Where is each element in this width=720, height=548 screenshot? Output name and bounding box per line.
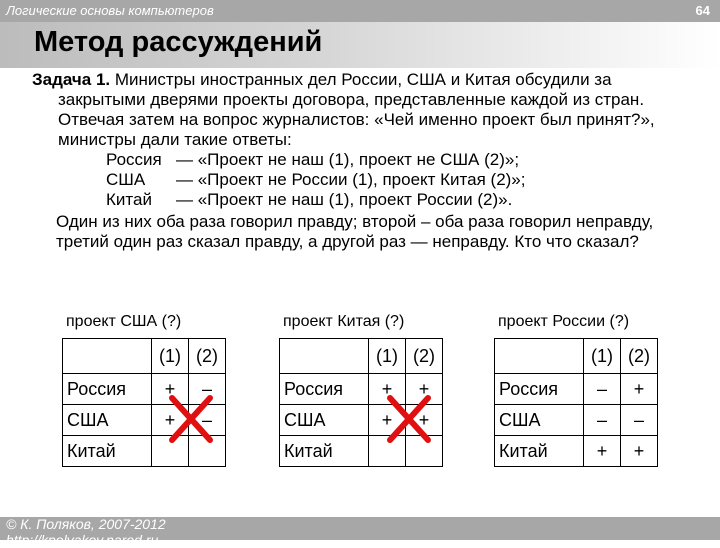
table-caption-russia: проект России (?) bbox=[498, 313, 630, 330]
answer-said: — «Проект не наш (1), проект не США (2)»; bbox=[176, 150, 520, 169]
row-name: США bbox=[495, 405, 584, 436]
table-header-row bbox=[63, 339, 226, 374]
cell-2: + bbox=[406, 374, 443, 405]
column-header-2: (2) bbox=[406, 339, 443, 374]
cell-1: + bbox=[152, 405, 189, 436]
answer-who: Китай bbox=[106, 190, 152, 209]
cell-2: – bbox=[621, 405, 658, 436]
answers-list bbox=[106, 150, 526, 210]
cell-1: + bbox=[369, 405, 406, 436]
cell-2: + bbox=[621, 436, 658, 467]
cell-2: + bbox=[406, 405, 443, 436]
row-name: Китай bbox=[63, 436, 152, 467]
answer-who: Россия bbox=[106, 150, 162, 169]
column-header-2: (2) bbox=[189, 339, 226, 374]
table-row bbox=[495, 405, 658, 436]
task-text bbox=[32, 70, 692, 252]
cell-1: + bbox=[152, 374, 189, 405]
task-outro: Один из них оба раза говорил правду; второй – оба раза говорил неправду, третий один раз сказал правду, а другой раз — неправду. Кто что сказал? bbox=[56, 212, 654, 251]
row-name: Россия bbox=[495, 374, 584, 405]
table-caption-china: проект Китая (?) bbox=[283, 313, 405, 330]
table-header-row bbox=[280, 339, 443, 374]
truth-table-russia bbox=[494, 338, 658, 467]
cell-2: + bbox=[621, 374, 658, 405]
row-name: США bbox=[280, 405, 369, 436]
cell-2: – bbox=[189, 405, 226, 436]
table-header-row bbox=[495, 339, 658, 374]
cell-1: – bbox=[584, 405, 621, 436]
column-header-2: (2) bbox=[621, 339, 658, 374]
column-header-1: (1) bbox=[584, 339, 621, 374]
footer-copyright: © К. Поляков, 2007-2012 bbox=[6, 516, 166, 532]
cell-1: + bbox=[369, 374, 406, 405]
header-empty bbox=[63, 339, 152, 374]
row-name: Россия bbox=[63, 374, 152, 405]
answer-row bbox=[106, 190, 526, 210]
footer-url: http://kpolyakov.narod.ru bbox=[6, 532, 159, 548]
task-intro bbox=[32, 70, 692, 150]
answer-said: — «Проект не России (1), проект Китая (2)»; bbox=[176, 170, 526, 189]
answer-said: — «Проект не наш (1), проект России (2)». bbox=[176, 190, 513, 209]
cell-1: – bbox=[584, 374, 621, 405]
answer-row bbox=[106, 150, 526, 170]
footer-credits bbox=[6, 516, 166, 548]
table-row bbox=[495, 436, 658, 467]
answer-row bbox=[106, 170, 526, 190]
cell-2: – bbox=[189, 374, 226, 405]
answer-who: США bbox=[106, 170, 146, 189]
task-intro-text: Министры иностранных дел России, США и Китая обсудили за закрытыми дверями проекты договора, представленные каждой из стран. Отвечая затем на вопрос журналистов: «Чей именно проект был принят?», министры дали такие ответы: bbox=[58, 70, 655, 149]
row-name: Китай bbox=[280, 436, 369, 467]
column-header-1: (1) bbox=[152, 339, 189, 374]
header-empty bbox=[495, 339, 584, 374]
row-name: Китай bbox=[495, 436, 584, 467]
cross-mark-icon bbox=[166, 392, 216, 446]
cross-mark-icon bbox=[384, 392, 434, 446]
task-label: Задача 1. bbox=[32, 70, 111, 89]
header-empty bbox=[280, 339, 369, 374]
row-name: Россия bbox=[280, 374, 369, 405]
cell-1: + bbox=[584, 436, 621, 467]
column-header-1: (1) bbox=[369, 339, 406, 374]
page-number: 64 bbox=[695, 3, 710, 18]
table-row bbox=[495, 374, 658, 405]
slide-title: Метод рассуждений bbox=[34, 26, 323, 58]
table-caption-usa: проект США (?) bbox=[66, 313, 182, 330]
row-name: США bbox=[63, 405, 152, 436]
course-title: Логические основы компьютеров bbox=[6, 3, 214, 18]
